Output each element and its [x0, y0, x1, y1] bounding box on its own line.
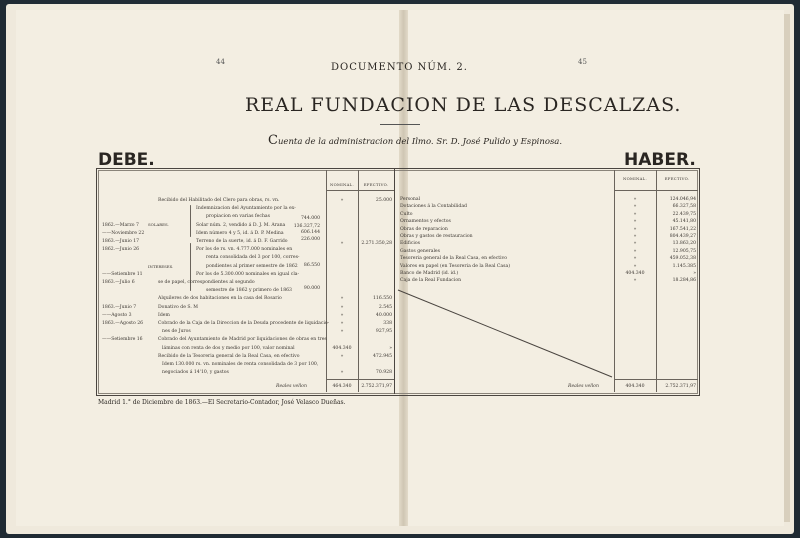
- debe-efectivo: 70.928: [375, 370, 392, 376]
- bracket-label-solares: SOLARES.: [148, 222, 169, 227]
- document-label: DOCUMENTO NÚM. 2.: [331, 62, 468, 73]
- haber-description: Valores en papel (en Tesoreria de la Real Casa): [400, 263, 511, 269]
- page-number-right: 45: [578, 58, 587, 66]
- debe-description: láminas con renta de dos y medio por 100, valor nominal: [162, 345, 295, 351]
- haber-description: Edificios: [400, 241, 420, 247]
- haber-efectivo: 22.439,75: [672, 211, 696, 217]
- haber-nominal: »: [633, 211, 637, 217]
- debe-efectivo: 338: [383, 321, 392, 326]
- debe-efectivo: 40.000: [375, 312, 392, 318]
- debe-efectivo: 472.945: [373, 353, 392, 359]
- haber-efectivo: »: [693, 271, 696, 276]
- subtitle-text: uenta de la administracion del Ilmo. Sr. D. José Pulido y Espinosa.: [277, 137, 563, 147]
- haber-description: Banco de Madrid (id. id.): [400, 271, 459, 276]
- page-number-left: 44: [216, 58, 225, 66]
- debe-nominal: »: [340, 321, 344, 326]
- debe-description: propiacion en varias fechas: [206, 214, 271, 220]
- bracket-value: 606.144: [301, 230, 320, 235]
- haber-nominal: »: [633, 241, 637, 247]
- debe-heading: DEBE.: [98, 150, 155, 170]
- bracket-total: 2.271.350,28: [361, 241, 392, 246]
- haber-description: Gastos generales: [400, 248, 441, 254]
- debe-description: Idem 130.000 rs. vn. nominales de renta consolidada de 3 por 100,: [162, 362, 319, 367]
- haber-total-efectivo: 2.752.371,97: [665, 384, 696, 389]
- haber-efectivo: 124.046,94: [669, 197, 696, 202]
- debe-nominal: »: [340, 353, 344, 359]
- haber-header-nominal: NOMINAL.: [622, 176, 647, 181]
- bracket-value: 86.550: [303, 263, 320, 268]
- haber-nominal: »: [633, 226, 637, 232]
- subtitle-capital: C: [268, 133, 278, 148]
- debe-date: 1863.—Agosto 26: [102, 321, 144, 326]
- debe-description: Idem número 4 y 5, id. á D. P. Medina: [196, 230, 284, 236]
- haber-total-nominal: 404.340: [625, 384, 645, 389]
- debe-description: Recibido de la Tesoreria general de la Real Casa, en efectivo: [158, 353, 300, 359]
- debe-efectivo: 25.000: [375, 198, 392, 203]
- debe-description: nes de Juros: [162, 329, 191, 335]
- debe-date: 1863.—Junio 7: [102, 304, 137, 310]
- debe-description: Alquileres de dos habitaciones en la casa del Rosario: [158, 296, 282, 302]
- haber-nominal: »: [633, 263, 637, 269]
- haber-description: Caja de la Real Fundacion: [400, 278, 462, 284]
- bracket-label-intereses: INTERESES.: [148, 264, 174, 269]
- bracket-value: 136.327,72: [293, 224, 320, 229]
- debe-description: Terreno de la suerte, id. á D. F. Garrido: [196, 239, 288, 244]
- debe-total-nominal: 464.340: [332, 384, 352, 389]
- haber-description: Ornamentos y efectos: [400, 219, 451, 225]
- debe-total-efectivo: 2.752.371,97: [361, 384, 392, 389]
- haber-description: Dotaciones á la Contabilidad: [400, 204, 467, 210]
- debe-nominal: »: [340, 198, 344, 203]
- debe-date: ——Setiembre 16: [102, 337, 143, 343]
- haber-efectivo: 459.052,38: [669, 256, 696, 262]
- footer-signature: Madrid 1.° de Diciembre de 1863.—El Secretario-Contador, José Velasco Dueñas.: [98, 399, 346, 406]
- page-title: REAL FUNDACION DE LAS DESCALZAS.: [245, 94, 682, 116]
- haber-nominal: »: [633, 278, 637, 284]
- haber-description: Culto: [400, 211, 413, 217]
- debe-nominal: »: [340, 304, 344, 310]
- debe-description: Donativo de S. M: [158, 304, 199, 310]
- debe-efectivo: 2.545: [378, 304, 392, 310]
- haber-nominal: »: [633, 197, 637, 202]
- haber-heading: HABER.: [624, 150, 696, 170]
- haber-header-efectivo: EFECTIVO.: [664, 176, 690, 181]
- haber-efectivo: 1.145.385: [672, 263, 696, 269]
- debe-description: Idem: [158, 312, 170, 318]
- haber-efectivo: 66.327,58: [672, 204, 696, 210]
- debe-date: ——Noviembre 22: [102, 230, 145, 236]
- debe-nominal: »: [340, 329, 344, 335]
- debe-description: Indemnizacion del Ayuntamiento por la ex-: [196, 206, 296, 212]
- debe-description: negociados á 14'10, y gastos: [162, 370, 229, 376]
- debe-description: Recibido del Habilitado del Clero para obras, rs. vn.: [158, 198, 280, 203]
- haber-efectivo: 18.284,86: [672, 278, 696, 284]
- haber-description: Obras de reparacion: [400, 226, 448, 232]
- haber-description: Personal: [400, 197, 421, 202]
- debe-nominal: »: [340, 312, 344, 318]
- debe-total-label: Reales vellon: [276, 384, 307, 389]
- debe-efectivo: 927,95: [375, 329, 392, 335]
- debe-date: 1862.—Marzo 7: [102, 222, 139, 228]
- bracket-value: 226.000: [301, 237, 320, 242]
- bracket-value: 90.000: [303, 286, 320, 291]
- haber-total-label: Reales vellon: [568, 384, 599, 389]
- debe-description: Cobrado de la Caja de la Direccion de la Deuda procedente de liquidacio-: [158, 321, 330, 326]
- debe-description: Cobrado del Ayuntamiento de Madrid por liquidaciones de obras en tres: [158, 337, 327, 343]
- debe-description: Por los de 5.300.000 nominales en igual cla-: [196, 271, 300, 277]
- debe-date: 1862.—Junio 26: [102, 247, 140, 253]
- haber-efectivo: 13.863,20: [672, 241, 696, 247]
- debe-description: pondientes al primer semestre de 1862: [206, 263, 298, 269]
- haber-nominal: »: [633, 256, 637, 262]
- haber-nominal: 404.340: [625, 271, 645, 276]
- debe-description: se de papel, correspondientes al segundo: [158, 280, 255, 285]
- debe-nominal: »: [340, 296, 344, 302]
- debe-efectivo: 116.550: [373, 296, 392, 302]
- haber-nominal: »: [633, 234, 637, 239]
- debe-date: ——Setiembre 11: [102, 271, 143, 277]
- debe-nominal: »: [340, 370, 344, 376]
- cancel-diagonal-line: [398, 290, 612, 377]
- debe-header-efectivo: EFECTIVO.: [363, 182, 389, 187]
- haber-nominal: »: [633, 248, 637, 254]
- debe-description: Por los de rs. vn. 4.777.000 nominales en: [196, 247, 293, 253]
- haber-efectivo: 45.141,80: [672, 219, 696, 225]
- debe-date: 1863.—Junio 17: [102, 239, 140, 244]
- debe-description: renta consolidada del 3 por 100, corres-: [206, 255, 300, 261]
- debe-description: Solar núm. 2, vendido á D. J. M. Arana: [196, 222, 286, 228]
- debe-date: ——Agosto 3: [102, 312, 132, 318]
- debe-header-nominal: NOMINAL.: [329, 182, 354, 187]
- debe-nominal: 404.340: [332, 345, 352, 351]
- haber-description: Tesoreria general de la Real Casa, en efectivo: [400, 256, 507, 262]
- haber-efectivo: 804.439,27: [669, 234, 696, 239]
- haber-efectivo: 12.905,75: [672, 248, 696, 254]
- bracket-total-nominal: »: [340, 241, 344, 246]
- bracket-value: 744.000: [301, 216, 320, 221]
- debe-date: 1863.—Julio 6: [102, 280, 135, 285]
- debe-efectivo: »: [389, 345, 392, 351]
- haber-efectivo: 167.541,22: [669, 226, 696, 232]
- haber-nominal: »: [633, 219, 637, 225]
- haber-nominal: »: [633, 204, 637, 210]
- haber-description: Obras y gastos de restauracion: [400, 234, 473, 239]
- debe-description: semestre de 1862 y primero de 1863: [206, 288, 292, 294]
